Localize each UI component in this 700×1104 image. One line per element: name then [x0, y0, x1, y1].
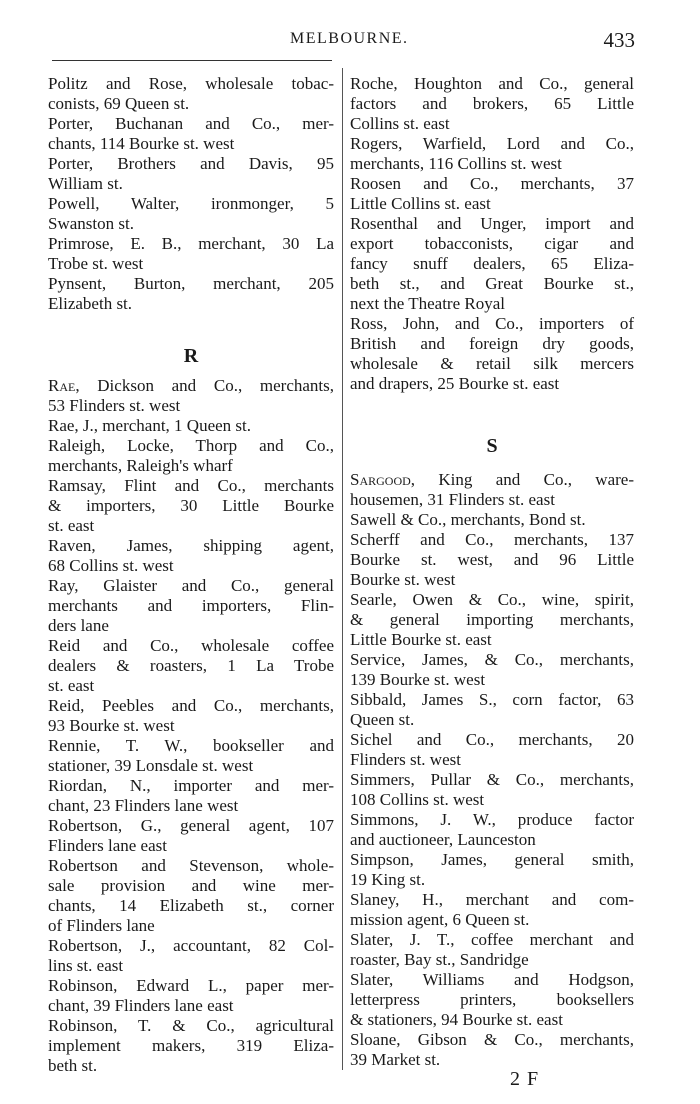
entry-line: Robinson, T. & Co., agricultural — [48, 1016, 334, 1035]
entry-line: Bourke st. west, and 96 Little — [350, 550, 634, 569]
entry-line: and drapers, 25 Bourke st. east — [350, 374, 560, 393]
entry-lead-name: Rae — [48, 376, 76, 395]
entry-line: Robertson and Stevenson, whole- — [48, 856, 334, 875]
entry-line: & general importing merchants, — [350, 610, 634, 629]
entry-line: export tobacconists, cigar and — [350, 234, 634, 253]
right-column — [350, 74, 634, 1070]
entry-line: Sibbald, James S., corn factor, 63 — [350, 690, 634, 709]
entry-line: Reid, Peebles and Co., merchants, — [48, 696, 334, 715]
directory-entry — [350, 590, 634, 650]
directory-entry — [48, 274, 334, 314]
entry-line: and auctioneer, Launceston — [350, 830, 536, 849]
entry-line: British and foreign dry goods, — [350, 334, 634, 353]
directory-entry — [350, 930, 634, 970]
entry-lead-name: Sargood — [350, 470, 411, 489]
directory-entry — [48, 936, 334, 976]
entry-line: 53 Flinders st. west — [48, 396, 181, 415]
entry-line: Reid and Co., wholesale coffee — [48, 636, 334, 655]
column-divider — [342, 68, 343, 1070]
entry-line: Slater, Williams and Hodgson, — [350, 970, 634, 989]
entry-line: 68 Collins st. west — [48, 556, 174, 575]
directory-entry — [48, 376, 334, 416]
entry-line: Robinson, Edward L., paper mer- — [48, 976, 334, 995]
directory-entry — [350, 1030, 634, 1070]
entry-line: Politz and Rose, wholesale tobac- — [48, 74, 334, 93]
header-rule — [52, 60, 332, 61]
entry-line: wholesale & retail silk mercers — [350, 354, 634, 373]
entry-line: chants, 14 Elizabeth st., corner — [48, 896, 334, 915]
entry-line: next the Theatre Royal — [350, 294, 505, 313]
entry-line: Rae, J., merchant, 1 Queen st. — [48, 416, 251, 435]
entry-line: Collins st. east — [350, 114, 450, 133]
directory-entry — [350, 690, 634, 730]
entry-lead-rest: , King and Co., ware- — [410, 470, 634, 489]
entry-line: Sawell & Co., merchants, Bond st. — [350, 510, 586, 529]
entry-line: of Flinders lane — [48, 916, 155, 935]
entry-line: Flinders lane east — [48, 836, 167, 855]
directory-entry — [350, 850, 634, 890]
entry-line: factors and brokers, 65 Little — [350, 94, 634, 113]
entry-line: Porter, Brothers and Davis, 95 — [48, 154, 334, 173]
entry-line: housemen, 31 Flinders st. east — [350, 490, 555, 509]
entry-line: st. east — [48, 516, 95, 535]
entry-line: chants, 114 Bourke st. west — [48, 134, 235, 153]
directory-entry — [350, 770, 634, 810]
entry-line: Robertson, J., accountant, 82 Col- — [48, 936, 334, 955]
directory-entry — [350, 650, 634, 690]
entry-line: Swanston st. — [48, 214, 134, 233]
directory-entry — [48, 74, 334, 114]
entry-line: implement makers, 319 Eliza- — [48, 1036, 334, 1055]
entry-line: merchants and importers, Flin- — [48, 596, 334, 615]
entry-line: Service, James, & Co., merchants, — [350, 650, 634, 669]
entry-line: Rogers, Warfield, Lord and Co., — [350, 134, 634, 153]
entry-line: William st. — [48, 174, 123, 193]
directory-entry — [350, 890, 634, 930]
page-header — [50, 28, 635, 58]
entry-line: merchants, Raleigh's wharf — [48, 456, 233, 475]
right-entries-before — [350, 74, 634, 394]
entry-line: merchants, 116 Collins st. west — [350, 154, 562, 173]
entry-line: letterpress printers, booksellers — [350, 990, 634, 1009]
entry-line: Rennie, T. W., bookseller and — [48, 736, 334, 755]
entry-line: Raleigh, Locke, Thorp and Co., — [48, 436, 334, 455]
directory-entry — [350, 470, 634, 510]
entry-lead-rest: , Dickson and Co., merchants, — [75, 376, 334, 395]
entry-line: 93 Bourke st. west — [48, 716, 175, 735]
entry-line: Sloane, Gibson & Co., merchants, — [350, 1030, 634, 1049]
entry-line: st. east — [48, 676, 95, 695]
directory-entry — [48, 736, 334, 776]
left-entries-after — [48, 416, 334, 1076]
directory-entry — [350, 174, 634, 214]
directory-entry — [48, 636, 334, 696]
entry-line: beth st. — [48, 1056, 98, 1075]
entry-line: Queen st. — [350, 710, 415, 729]
running-title: MELBOURNE. — [290, 30, 409, 47]
entry-line: Flinders st. west — [350, 750, 461, 769]
entry-line: Powell, Walter, ironmonger, 5 — [48, 194, 334, 213]
directory-entry — [48, 536, 334, 576]
directory-entry — [350, 134, 634, 174]
entry-line: chant, 23 Flinders lane west — [48, 796, 239, 815]
directory-entry — [350, 314, 634, 394]
entry-line: 19 King st. — [350, 870, 426, 889]
directory-entry — [48, 436, 334, 476]
directory-entry — [48, 154, 334, 194]
entry-line: 108 Collins st. west — [350, 790, 485, 809]
entry-line: sale provision and wine mer- — [48, 876, 334, 895]
directory-entry — [48, 476, 334, 536]
entry-line: & stationers, 94 Bourke st. east — [350, 1010, 563, 1029]
entry-line: chant, 39 Flinders lane east — [48, 996, 234, 1015]
entry-line: roaster, Bay st., Sandridge — [350, 950, 529, 969]
entry-line: stationer, 39 Lonsdale st. west — [48, 756, 254, 775]
entry-line: Little Bourke st. east — [350, 630, 492, 649]
directory-entry — [48, 776, 334, 816]
entry-line: 139 Bourke st. west — [350, 670, 486, 689]
entry-line: Robertson, G., general agent, 107 — [48, 816, 334, 835]
entry-line: beth st., and Great Bourke st., — [350, 274, 634, 293]
entry-line: Ray, Glaister and Co., general — [48, 576, 334, 595]
directory-entry — [48, 194, 334, 234]
entry-line: Riordan, N., importer and mer- — [48, 776, 334, 795]
entry-line: mission agent, 6 Queen st. — [350, 910, 530, 929]
entry-line: Searle, Owen & Co., wine, spirit, — [350, 590, 634, 609]
entry-line: fancy snuff dealers, 65 Eliza- — [350, 254, 634, 273]
directory-entry — [48, 976, 334, 1016]
entry-line: lins st. east — [48, 956, 124, 975]
entry-line: Roche, Houghton and Co., general — [350, 74, 634, 93]
entry-line: Trobe st. west — [48, 254, 144, 273]
directory-entry — [350, 730, 634, 770]
directory-entry — [48, 234, 334, 274]
entry-line: Roosen and Co., merchants, 37 — [350, 174, 634, 193]
directory-entry — [48, 696, 334, 736]
entry-line: Raven, James, shipping agent, — [48, 536, 334, 555]
right-entries-after — [350, 510, 634, 1070]
directory-entry — [350, 510, 634, 530]
directory-entry — [350, 214, 634, 314]
signature-mark: 2 F — [510, 1068, 540, 1090]
directory-entry — [350, 810, 634, 850]
section-letter-s: S — [486, 435, 498, 457]
entry-line: & importers, 30 Little Bourke — [48, 496, 334, 515]
entry-line: Simmons, J. W., produce factor — [350, 810, 634, 829]
section-letter-r: R — [183, 345, 199, 367]
entry-line: Rosenthal and Unger, import and — [350, 214, 634, 233]
page-number: 433 — [603, 28, 635, 52]
entry-line: 39 Market st. — [350, 1050, 441, 1069]
entry-line: Slater, J. T., coffee merchant and — [350, 930, 634, 949]
entry-line: Simmers, Pullar & Co., merchants, — [350, 770, 634, 789]
directory-entry — [48, 416, 334, 436]
entry-line: Porter, Buchanan and Co., mer- — [48, 114, 334, 133]
directory-entry — [350, 530, 634, 590]
entry-line: dealers & roasters, 1 La Trobe — [48, 656, 334, 675]
directory-entry — [48, 856, 334, 936]
left-column — [48, 74, 334, 1076]
entry-line: Slaney, H., merchant and com- — [350, 890, 634, 909]
directory-entry — [48, 114, 334, 154]
entry-line: Ross, John, and Co., importers of — [350, 314, 634, 333]
entry-line: Simpson, James, general smith, — [350, 850, 634, 869]
directory-entry — [48, 576, 334, 636]
entry-line: ders lane — [48, 616, 109, 635]
entry-line: Bourke st. west — [350, 570, 456, 589]
entry-line: Ramsay, Flint and Co., merchants — [48, 476, 334, 495]
entry-line: Little Collins st. east — [350, 194, 491, 213]
entry-line: Primrose, E. B., merchant, 30 La — [48, 234, 334, 253]
directory-entry — [350, 74, 634, 134]
entry-line: conists, 69 Queen st. — [48, 94, 190, 113]
directory-entry — [48, 1016, 334, 1076]
directory-entry — [48, 816, 334, 856]
entry-line: Elizabeth st. — [48, 294, 133, 313]
entry-line: Scherff and Co., merchants, 137 — [350, 530, 634, 549]
left-entries-before — [48, 74, 334, 314]
entry-line: Pynsent, Burton, merchant, 205 — [48, 274, 334, 293]
entry-line: Sichel and Co., merchants, 20 — [350, 730, 634, 749]
directory-entry — [350, 970, 634, 1030]
